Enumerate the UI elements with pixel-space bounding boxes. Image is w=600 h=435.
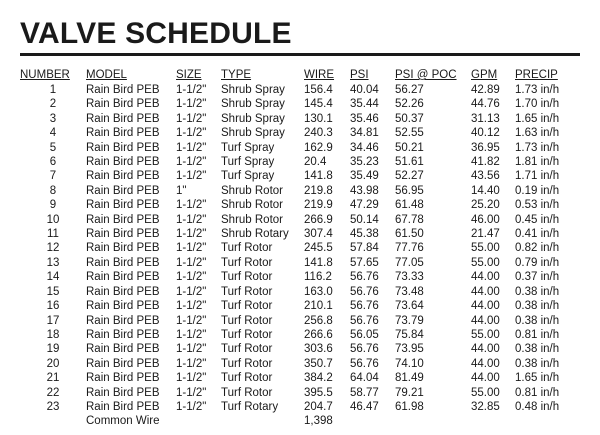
cell-psi: 35.46 (350, 112, 379, 125)
header-psi-poc: PSI @ POC (395, 69, 457, 81)
cell-gpm: 44.00 (471, 314, 500, 327)
cell-psi-poc: 52.26 (395, 98, 424, 111)
cell-model: Rain Bird PEB (86, 127, 160, 140)
empty-cell (176, 414, 221, 428)
empty-cell (395, 414, 471, 428)
table-row (20, 213, 577, 227)
cell-gpm: 25.20 (471, 199, 500, 212)
cell-gpm: 42.89 (471, 84, 500, 96)
cell-wire: 395.5 (304, 386, 333, 399)
cell-psi-poc: 50.37 (395, 112, 424, 125)
cell-precip: 1.73 in/h (515, 141, 560, 154)
table-row (20, 155, 577, 169)
cell-type: Shrub Spray (221, 112, 285, 125)
cell-gpm: 46.00 (471, 213, 500, 226)
cell-type: Turf Rotor (221, 300, 273, 313)
table-row (20, 256, 577, 270)
table-row (20, 126, 577, 140)
cell-gpm: 31.13 (471, 112, 500, 125)
cell-wire: 156.4 (304, 84, 333, 96)
cell-model: Rain Bird PEB (86, 228, 160, 241)
cell-psi-poc: 73.95 (395, 343, 424, 356)
cell-wire: 210.1 (304, 300, 333, 313)
cell-number: 7 (49, 170, 57, 183)
cell-number: 5 (49, 141, 57, 154)
cell-number: 2 (49, 98, 57, 111)
cell-psi-poc: 50.21 (395, 141, 424, 154)
cell-number: 8 (49, 184, 57, 197)
cell-type: Turf Spray (221, 141, 275, 154)
cell-number: 23 (46, 400, 60, 413)
cell-gpm: 32.85 (471, 400, 500, 413)
cell-size: 1-1/2" (176, 300, 207, 313)
cell-size: 1-1/2" (176, 84, 207, 96)
cell-precip: 1.71 in/h (515, 170, 560, 183)
cell-number: 9 (49, 199, 57, 212)
cell-type: Turf Rotor (221, 357, 273, 370)
cell-psi-poc: 73.64 (395, 300, 424, 313)
cell-gpm: 55.00 (471, 328, 500, 341)
cell-type: Turf Rotor (221, 386, 273, 399)
cell-type: Shrub Rotor (221, 213, 284, 226)
table-row (20, 112, 577, 126)
header-size: SIZE (176, 69, 202, 81)
table-row (20, 83, 577, 97)
cell-model: Rain Bird PEB (86, 285, 160, 298)
table-row (20, 285, 577, 299)
empty-cell (350, 414, 395, 428)
cell-gpm: 44.00 (471, 271, 500, 284)
cell-precip: 1.81 in/h (515, 156, 560, 169)
cell-model: Rain Bird PEB (86, 213, 160, 226)
cell-precip: 0.81 in/h (515, 328, 560, 341)
cell-type: Turf Rotary (221, 400, 279, 413)
cell-type: Shrub Spray (221, 98, 285, 111)
cell-precip: 0.81 in/h (515, 386, 560, 399)
common-wire-row (20, 414, 577, 428)
cell-psi-poc: 56.27 (395, 84, 424, 96)
cell-wire: 116.2 (304, 271, 332, 284)
cell-type: Turf Rotor (221, 343, 273, 356)
cell-precip: 0.38 in/h (515, 300, 560, 313)
cell-number: 10 (46, 213, 60, 226)
cell-type: Shrub Spray (221, 127, 285, 140)
cell-precip: 0.19 in/h (515, 184, 560, 197)
cell-precip: 0.48 in/h (515, 400, 560, 413)
cell-wire: 163.0 (304, 285, 333, 298)
cell-psi: 45.38 (350, 228, 379, 241)
table-row (20, 169, 577, 183)
common-wire-label: Common Wire (86, 415, 160, 428)
cell-model: Rain Bird PEB (86, 357, 160, 370)
cell-precip: 0.79 in/h (515, 256, 560, 269)
cell-size: 1-1/2" (176, 314, 207, 327)
table-row (20, 97, 577, 111)
cell-gpm: 43.56 (471, 170, 500, 183)
cell-wire: 204.7 (304, 400, 333, 413)
cell-number: 14 (46, 271, 60, 284)
cell-gpm: 44.00 (471, 343, 500, 356)
cell-gpm: 55.00 (471, 242, 500, 255)
common-wire-value: 1,398 (304, 415, 333, 428)
cell-size: 1-1/2" (176, 213, 207, 226)
header-precip: PRECIP (515, 69, 558, 81)
cell-type: Turf Spray (221, 170, 275, 183)
table-row (20, 270, 577, 284)
cell-psi: 56.05 (350, 328, 379, 341)
cell-size: 1-1/2" (176, 127, 207, 140)
cell-precip: 1.70 in/h (515, 98, 560, 111)
cell-psi-poc: 73.79 (395, 314, 424, 327)
cell-size: 1-1/2" (176, 112, 207, 125)
cell-model: Rain Bird PEB (86, 112, 160, 125)
cell-psi-poc: 73.33 (395, 271, 424, 284)
cell-type: Shrub Rotor (221, 199, 284, 212)
cell-model: Rain Bird PEB (86, 300, 160, 313)
cell-precip: 0.38 in/h (515, 343, 560, 356)
cell-model: Rain Bird PEB (86, 242, 160, 255)
cell-precip: 0.38 in/h (515, 285, 560, 298)
cell-psi: 34.81 (350, 127, 379, 140)
cell-psi: 40.04 (350, 84, 379, 96)
cell-psi-poc: 81.49 (395, 372, 424, 385)
cell-number: 11 (47, 228, 59, 241)
cell-model: Rain Bird PEB (86, 184, 160, 197)
cell-psi-poc: 73.48 (395, 285, 424, 298)
header-psi: PSI (350, 69, 369, 81)
cell-size: 1-1/2" (176, 242, 207, 255)
title-rule (20, 53, 580, 56)
table-row (20, 371, 577, 385)
cell-gpm: 41.82 (471, 156, 500, 169)
cell-wire: 130.1 (304, 112, 333, 125)
cell-type: Turf Spray (221, 156, 275, 169)
cell-model: Rain Bird PEB (86, 98, 160, 111)
cell-number: 19 (46, 343, 60, 356)
cell-wire: 162.9 (304, 141, 333, 154)
cell-model: Rain Bird PEB (86, 386, 160, 399)
cell-wire: 307.4 (304, 228, 333, 241)
cell-size: 1-1/2" (176, 271, 207, 284)
table-row (20, 198, 577, 212)
cell-psi: 35.49 (350, 170, 379, 183)
cell-number: 1 (49, 84, 57, 96)
cell-precip: 1.65 in/h (515, 112, 560, 125)
header-wire: WIRE (304, 69, 335, 81)
cell-number: 16 (46, 300, 60, 313)
cell-psi-poc: 52.55 (395, 127, 424, 140)
cell-gpm: 44.76 (471, 98, 500, 111)
table-row (20, 386, 577, 400)
cell-psi: 50.14 (350, 213, 379, 226)
cell-gpm: 40.12 (471, 127, 500, 140)
header-number: NUMBER (20, 69, 70, 81)
cell-size: 1-1/2" (176, 285, 207, 298)
cell-number: 4 (49, 127, 57, 140)
cell-precip: 0.45 in/h (515, 213, 560, 226)
cell-psi: 57.65 (350, 256, 379, 269)
empty-cell (515, 414, 577, 428)
cell-wire: 20.4 (304, 156, 327, 169)
cell-number: 22 (46, 386, 60, 399)
cell-precip: 0.38 in/h (515, 357, 560, 370)
cell-number: 13 (46, 256, 60, 269)
cell-wire: 245.5 (304, 242, 333, 255)
cell-psi-poc: 67.78 (395, 213, 424, 226)
cell-psi: 57.84 (350, 242, 379, 255)
table-row (20, 299, 577, 313)
cell-gpm: 36.95 (471, 141, 500, 154)
valve-schedule-table (20, 68, 577, 429)
cell-wire: 266.9 (304, 213, 333, 226)
cell-psi-poc: 77.05 (395, 256, 424, 269)
cell-gpm: 44.00 (471, 372, 500, 385)
cell-size: 1-1/2" (176, 357, 207, 370)
cell-precip: 0.41 in/h (515, 228, 560, 241)
table-row (20, 141, 577, 155)
cell-type: Shrub Rotor (221, 184, 284, 197)
cell-wire: 303.6 (304, 343, 333, 356)
header-row (20, 68, 577, 83)
cell-type: Turf Rotor (221, 242, 273, 255)
cell-gpm: 55.00 (471, 256, 500, 269)
cell-number: 12 (46, 242, 60, 255)
cell-psi-poc: 75.84 (395, 328, 424, 341)
cell-type: Turf Rotor (221, 271, 273, 284)
cell-type: Turf Rotor (221, 285, 273, 298)
cell-psi: 47.29 (350, 199, 379, 212)
cell-psi: 34.46 (350, 141, 379, 154)
cell-gpm: 21.47 (471, 228, 500, 241)
table-row (20, 241, 577, 255)
cell-model: Rain Bird PEB (86, 271, 160, 284)
cell-psi-poc: 61.50 (395, 228, 424, 241)
cell-precip: 0.82 in/h (515, 242, 560, 255)
empty-cell (20, 414, 86, 428)
cell-type: Turf Rotor (221, 328, 273, 341)
cell-precip: 0.38 in/h (515, 314, 560, 327)
cell-psi: 56.76 (350, 285, 379, 298)
cell-number: 17 (46, 314, 60, 327)
cell-psi: 56.76 (350, 271, 379, 284)
cell-psi-poc: 61.48 (395, 199, 424, 212)
header-model: MODEL (86, 69, 127, 81)
cell-psi-poc: 77.76 (395, 242, 424, 255)
cell-wire: 240.3 (304, 127, 333, 140)
cell-wire: 219.8 (304, 184, 333, 197)
cell-psi-poc: 74.10 (395, 357, 424, 370)
empty-cell (221, 414, 304, 428)
cell-precip: 1.73 in/h (515, 84, 560, 96)
cell-wire: 266.6 (304, 328, 333, 341)
cell-size: 1-1/2" (176, 98, 207, 111)
cell-precip: 0.53 in/h (515, 199, 560, 212)
cell-psi: 64.04 (350, 372, 379, 385)
cell-model: Rain Bird PEB (86, 314, 160, 327)
cell-model: Rain Bird PEB (86, 400, 160, 413)
cell-model: Rain Bird PEB (86, 141, 160, 154)
cell-psi-poc: 52.27 (395, 170, 424, 183)
cell-model: Rain Bird PEB (86, 156, 160, 169)
table-row (20, 227, 577, 241)
cell-psi: 56.76 (350, 343, 379, 356)
cell-wire: 145.4 (304, 98, 333, 111)
table-row (20, 184, 577, 198)
table-row (20, 357, 577, 371)
cell-wire: 141.8 (304, 256, 333, 269)
cell-type: Shrub Rotary (221, 228, 289, 241)
cell-psi: 58.77 (350, 386, 379, 399)
cell-psi: 56.76 (350, 300, 379, 313)
cell-size: 1-1/2" (176, 141, 207, 154)
cell-gpm: 14.40 (471, 184, 500, 197)
cell-size: 1-1/2" (176, 343, 207, 356)
cell-model: Rain Bird PEB (86, 256, 160, 269)
cell-size: 1-1/2" (176, 199, 207, 212)
cell-number: 15 (46, 285, 60, 298)
table-row (20, 314, 577, 328)
cell-number: 18 (46, 328, 60, 341)
cell-model: Rain Bird PEB (86, 170, 160, 183)
page-title: VALVE SCHEDULE (20, 17, 292, 50)
cell-model: Rain Bird PEB (86, 199, 160, 212)
cell-type: Turf Rotor (221, 372, 273, 385)
cell-psi-poc: 56.95 (395, 184, 424, 197)
header-type: TYPE (221, 69, 252, 81)
cell-size: 1-1/2" (176, 386, 207, 399)
cell-number: 6 (49, 156, 57, 169)
header-gpm: GPM (471, 69, 498, 81)
cell-wire: 141.8 (304, 170, 333, 183)
table-row (20, 342, 577, 356)
cell-gpm: 44.00 (471, 300, 500, 313)
cell-size: 1-1/2" (176, 256, 207, 269)
cell-psi: 35.44 (350, 98, 379, 111)
cell-psi: 56.76 (350, 314, 379, 327)
cell-size: 1-1/2" (176, 400, 207, 413)
empty-cell (471, 414, 515, 428)
cell-wire: 350.7 (304, 357, 333, 370)
cell-psi-poc: 61.98 (395, 400, 424, 413)
cell-size: 1-1/2" (176, 170, 207, 183)
cell-precip: 1.63 in/h (515, 127, 560, 140)
cell-precip: 1.65 in/h (515, 372, 560, 385)
cell-wire: 384.2 (304, 372, 333, 385)
cell-size: 1-1/2" (176, 228, 207, 241)
cell-model: Rain Bird PEB (86, 343, 160, 356)
cell-model: Rain Bird PEB (86, 328, 160, 341)
cell-model: Rain Bird PEB (86, 84, 160, 96)
cell-precip: 0.37 in/h (515, 271, 560, 284)
table-row (20, 328, 577, 342)
cell-number: 20 (46, 357, 60, 370)
cell-gpm: 44.00 (471, 357, 500, 370)
cell-number: 3 (49, 112, 57, 125)
cell-psi: 46.47 (350, 400, 379, 413)
cell-model: Rain Bird PEB (86, 372, 160, 385)
cell-psi: 35.23 (350, 156, 379, 169)
cell-psi: 43.98 (350, 184, 379, 197)
cell-size: 1" (176, 184, 187, 197)
cell-size: 1-1/2" (176, 328, 207, 341)
cell-type: Turf Rotor (221, 314, 273, 327)
cell-number: 21 (46, 372, 60, 385)
cell-psi-poc: 51.61 (395, 156, 424, 169)
cell-type: Turf Rotor (221, 256, 273, 269)
cell-wire: 219.9 (304, 199, 333, 212)
cell-size: 1-1/2" (176, 156, 207, 169)
table-row (20, 400, 577, 414)
cell-type: Shrub Spray (221, 84, 285, 96)
cell-gpm: 55.00 (471, 386, 500, 399)
cell-size: 1-1/2" (176, 372, 207, 385)
cell-wire: 256.8 (304, 314, 333, 327)
cell-psi-poc: 79.21 (395, 386, 424, 399)
cell-gpm: 44.00 (471, 285, 500, 298)
cell-psi: 56.76 (350, 357, 379, 370)
